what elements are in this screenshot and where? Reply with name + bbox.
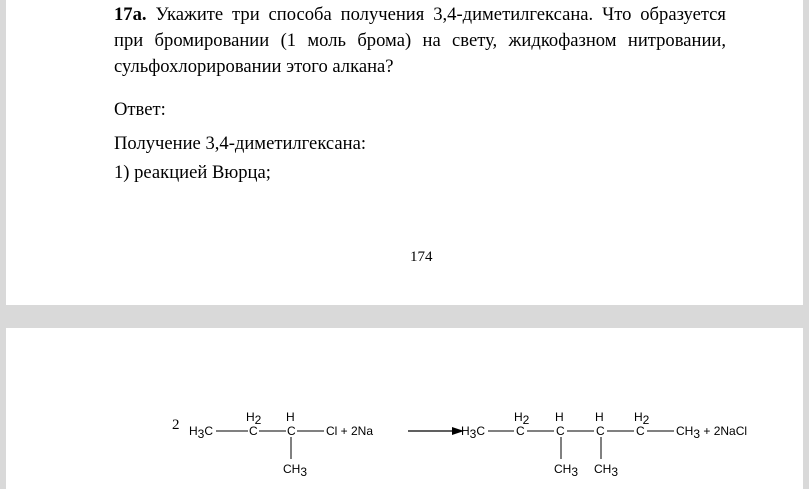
method-wurtz: 1) реакцией Вюрца;	[114, 162, 271, 183]
product-h-b: H	[555, 410, 564, 424]
equation-number: 2	[172, 417, 180, 433]
page-number: 174	[410, 249, 433, 265]
document-page-2	[6, 328, 803, 489]
answer-label: Ответ:	[114, 99, 166, 120]
product-c-c: C	[596, 424, 605, 438]
product-c-b: C	[556, 424, 565, 438]
reactant-cl-plus-na: Cl + 2Na	[326, 424, 374, 438]
product-c-d: C	[636, 424, 645, 438]
preparation-heading: Получение 3,4-диметилгексана:	[114, 133, 366, 154]
product-h-c: H	[595, 410, 604, 424]
product-c-a: C	[516, 424, 525, 438]
problem-statement	[114, 2, 726, 80]
reactant-h-label: H	[286, 410, 295, 424]
product-h2-d: H2	[634, 410, 650, 427]
reactant-h2-label: H2	[246, 410, 262, 427]
document-page-1	[6, 0, 803, 305]
reactant-c2: C	[287, 424, 296, 438]
product-h2-a: H2	[514, 410, 530, 427]
problem-text: Укажите три способа получения 3,4-диметилгексана. Что образуется при бромировании (1 моль брома) на свету, жидкофазном нитровании, сульфохлорировании этого алкана?	[114, 4, 726, 77]
product-tail: CH3 + 2NaCl	[676, 424, 748, 441]
product-ch3-branch-2: CH3	[594, 462, 619, 479]
reactant-c1: C	[249, 424, 258, 438]
product-h3c: H3C	[461, 424, 486, 441]
problem-number: 17а.	[114, 4, 147, 25]
product-ch3-branch-1: CH3	[554, 462, 579, 479]
reactant-h3c: H3C	[189, 424, 214, 441]
wurtz-reaction-scheme	[6, 328, 803, 489]
reactant-ch3-branch: CH3	[283, 462, 308, 479]
